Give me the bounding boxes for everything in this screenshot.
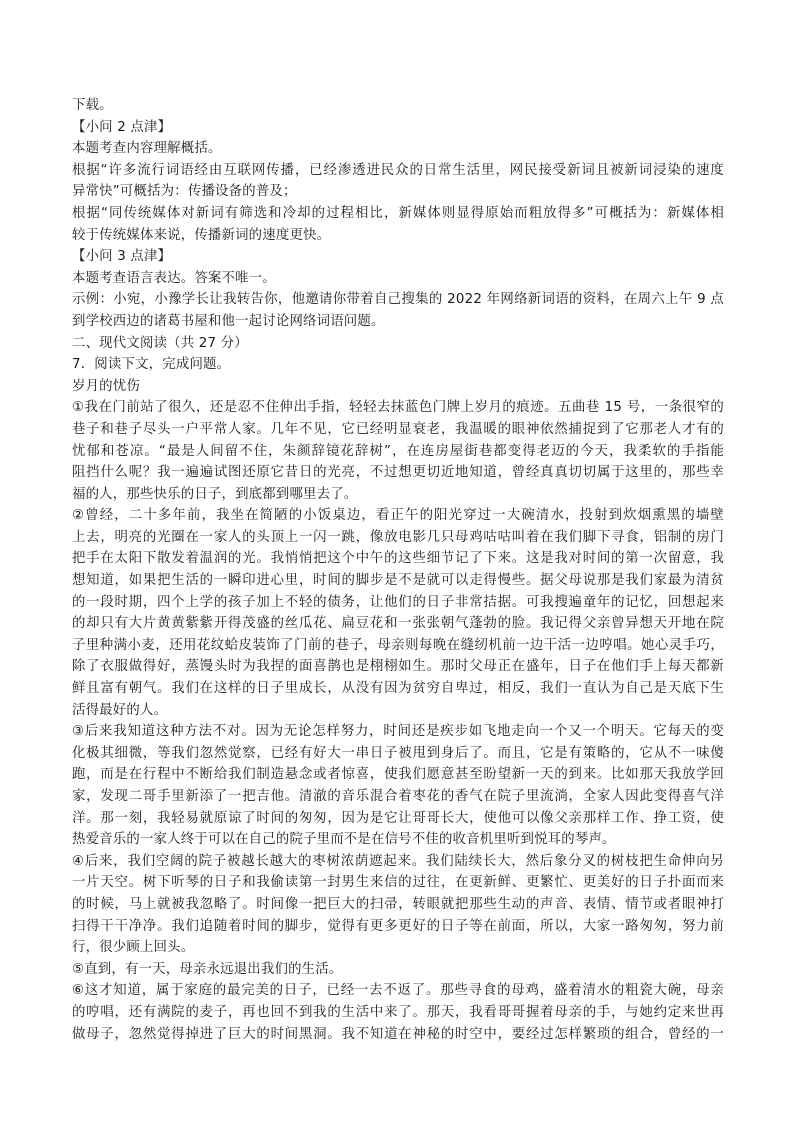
text-line: 扫得干干净净。我们追随着时间的脚步，觉得有更多更好的日子等在前面，所以，大家一路匆匆，努力前 [72,918,724,934]
text-line: 把手在太阳下散发着温润的光。我悄悄把这个中午的这些细节记了下来。这是我对时间的第一次留意，我 [72,551,724,567]
document-page [72,95,724,1045]
text-line: 的却只有大片黄黄紫紫开得茂盛的丝瓜花、扁豆花和一张张朝气蓬勃的脸。我记得父亲曾异想天开地在院 [72,616,724,632]
text-line: 活得最好的人。 [72,702,168,718]
text-line: 【小问 2 点津】 [72,119,172,135]
text-line: 【小问 3 点津】 [72,249,172,265]
text-line: 根据“许多流行词语经由互联网传播，已经渗透进民众的日常生活里，网民接受新词且被新词浸染的速度 [72,162,724,178]
text-line: ③后来我知道这种方法不对。因为无论怎样努力，时间还是疾步如飞地走向一个又一个明天。它每天的变 [72,724,724,740]
text-line: 本题考查内容理解概括。 [72,141,222,157]
text-line: 根据“同传统媒体对新词有筛选和冷却的过程相比，新媒体则显得原始而粗放得多”可概括为：新媒体相 [72,205,724,221]
text-line: 较于传统媒体来说，传播新词的速度更快。 [72,227,331,243]
text-line: ⑤直到，有一天，母亲永远退出我们的生活。 [72,961,343,977]
text-line: 到学校西边的诸葛书屋和他一起讨论网络词语问题。 [72,313,385,329]
text-line: 巷子和巷子尽头一户平常人家。几年不见，它已经明显衰老，我温暖的眼神依然捕捉到了它那老人才有的 [72,421,724,437]
text-line: 一片天空。树下听琴的日子和我偷读第一封男生来信的过往，在更新鲜、更繁忙、更美好的日子扑面而来 [72,875,724,891]
text-line: 的时候，马上就被我忽略了。时间像一把巨大的扫帚，转眼就把那些生动的声音、表情、情节或者眼神打 [72,896,724,912]
text-line: 本题考查语言表达。答案不唯一。 [72,270,276,286]
text-line: 7．阅读下文，完成问题。 [72,357,231,373]
text-line: 子里种满小麦，还用花纹蛤皮装饰了门前的巷子，母亲则每晚在缝纫机前一边干活一边哼唱。她心灵手巧， [72,637,724,653]
text-line: 家，发现二哥手里新添了一把吉他。清澈的音乐混合着枣花的香气在院子里流淌，全家人因此变得喜气洋 [72,789,724,804]
text-line: 做母子，忽然觉得掉进了巨大的时间黑洞。我不知道在神秘的时空中，要经过怎样繁琐的组合，曾经的一 [72,1026,724,1042]
text-line: ④后来，我们空阔的院子被越长越大的枣树浓荫遮起来。我们陆续长大，然后象分叉的树枝把生命伸向另 [72,853,724,869]
text-line: ①我在门前站了很久，还是忍不住伸出手指，轻轻去抹蓝色门牌上岁月的痕迹。五曲巷 15 号，一条很窄的 [72,400,724,416]
text-line: 岁月的忧伤 [72,378,140,394]
text-line: 的哼唱，还有满院的麦子，再也回不到我的生活中来了。那天，我看哥哥握着母亲的手，与她约定来世再 [72,1004,724,1020]
text-line: 的一段时期，四个上学的孩子加上不轻的债务，让他们的日子非常拮据。可我搜遍童年的记忆，回想起来 [72,594,724,610]
text-line: 忧郁和苍凉。“最是人间留不住，朱颜辞镜花辞树”，在连房屋街巷都变得老迈的今天，我柔软的手指能 [72,443,724,459]
text-line: 阻挡什么呢？我一遍遍试图还原它昔日的光亮，不过想更切近地知道，曾经真真切切属于这里的，那些幸 [72,465,724,481]
text-line: ②曾经，二十多年前，我坐在简陋的小饭桌边，看正午的阳光穿过一大碗清水，投射到炊烟熏黑的墙壁 [72,508,724,524]
text-line: ⑥这才知道，属于家庭的最完美的日子，已经一去不返了。那些寻食的母鸡，盛着清水的粗瓷大碗，母亲 [72,983,724,999]
text-line: 热爱音乐的一家人终于可以在自己的院子里而不是在信号不佳的收音机里听到悦耳的琴声。 [72,832,616,848]
text-line: 想知道，如果把生活的一瞬印进心里，时间的脚步是不是就可以走得慢些。据父母说那是我们家最为清贫 [72,573,724,589]
text-line: 示例：小宛，小豫学长让我转告你，他邀请你带着自己搜集的 2022 年网络新词语的资料，在周六上午 9 点 [72,292,724,308]
text-line: 异常快”可概括为：传播设备的普及； [72,184,297,200]
text-line: 福的人，那些快乐的日子，到底都到哪里去了。 [72,486,358,502]
text-line: 二、现代文阅读（共 27 分） [72,335,248,351]
text-line: 跑，而是在行程中不断给我们制造悬念或者惊喜，使我们愿意甚至盼望新一天的到来。比如那天我放学回 [72,767,724,783]
text-line: 化极其细微，等我们忽然觉察，已经有好大一串日子被甩到身后了。而且，它是有策略的，它从不一味傻 [72,745,724,761]
text-line: 除了衣服做得好，蒸馒头时为我捏的面喜鹊也是栩栩如生。那时父母正在盛年，日子在他们手上每天都新 [72,659,724,675]
text-line: 鲜且富有朝气。我们在这样的日子里成长，从没有因为贫穷自卑过，相反，我们一直认为自己是天底下生 [72,681,724,697]
text-line: 行，很少顾上回头。 [72,940,195,956]
text-line: 上去，明亮的光圈在一家人的头顶上一闪一跳，像放电影几只母鸡咕咕叫着在我们脚下寻食，铝制的房门 [72,529,724,545]
text-line: 下载。 [72,98,113,113]
text-line: 洋。那一刻，我轻易就原谅了时间的匆匆，因为是它让哥哥长大，使他可以像父亲那样工作、挣工资，使 [72,810,724,826]
